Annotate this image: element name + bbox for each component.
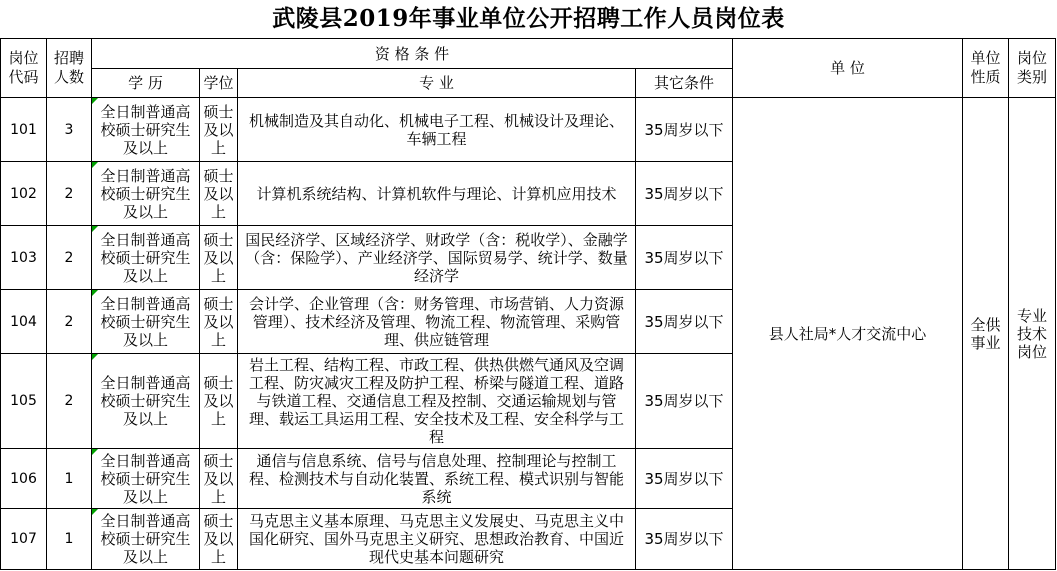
cell-other: 35周岁以下: [636, 290, 733, 354]
comment-marker-icon: [92, 226, 98, 232]
cell-major: 马克思主义基本原理、马克思主义发展史、马克思主义中国化研究、国外马克思主义研究、思想政治教育、中国近现代史基本问题研究: [238, 509, 636, 570]
cell-education: 全日制普通高校硕士研究生及以上: [92, 98, 200, 162]
cell-major: 机械制造及其自动化、机械电子工程、机械设计及理论、车辆工程: [238, 98, 636, 162]
cell-degree: 硕士及以上: [200, 162, 238, 226]
cell-major: 国民经济学、区域经济学、财政学（含：税收学）、金融学（含：保险学）、产业经济学、国际贸易学、统计学、数量经济学: [238, 226, 636, 290]
page-title: 武陵县2019年事业单位公开招聘工作人员岗位表: [272, 5, 785, 32]
cell-count: 2: [47, 354, 92, 449]
cell-degree: 硕士及以上: [200, 226, 238, 290]
cell-other: 35周岁以下: [636, 162, 733, 226]
header-qualifications: 资 格 条 件: [92, 39, 733, 69]
cell-code: 102: [1, 162, 47, 226]
cell-education: 全日制普通高校硕士研究生及以上: [92, 509, 200, 570]
cell-other: 35周岁以下: [636, 449, 733, 509]
header-education: 学 历: [92, 69, 200, 98]
comment-marker-icon: [92, 290, 98, 296]
cell-count: 2: [47, 290, 92, 354]
cell-other: 35周岁以下: [636, 509, 733, 570]
cell-code: 101: [1, 98, 47, 162]
cell-degree: 硕士及以上: [200, 449, 238, 509]
comment-marker-icon: [92, 449, 98, 455]
cell-code: 106: [1, 449, 47, 509]
cell-code: 103: [1, 226, 47, 290]
cell-count: 1: [47, 449, 92, 509]
header-unit: 单 位: [733, 39, 963, 98]
cell-other: 35周岁以下: [636, 98, 733, 162]
cell-major: 会计学、企业管理（含：财务管理、市场营销、人力资源管理）、技术经济及管理、物流工程、物流管理、采购管理、供应链管理: [238, 290, 636, 354]
cell-major: 通信与信息系统、信号与信息处理、控制理论与控制工程、检测技术与自动化装置、系统工程、模式识别与智能系统: [238, 449, 636, 509]
table-row: [1, 98, 1056, 162]
cell-count: 2: [47, 226, 92, 290]
cell-count: 1: [47, 509, 92, 570]
comment-marker-icon: [92, 162, 98, 168]
cell-nature: 全供事业: [963, 98, 1009, 570]
cell-count: 2: [47, 162, 92, 226]
cell-major: 计算机系统结构、计算机软件与理论、计算机应用技术: [238, 162, 636, 226]
header-category: 岗位类别: [1009, 39, 1056, 98]
cell-unit: 县人社局*人才交流中心: [733, 98, 963, 570]
header-code: 岗位代码: [1, 39, 47, 98]
cell-code: 104: [1, 290, 47, 354]
cell-code: 105: [1, 354, 47, 449]
header-major: 专 业: [238, 69, 636, 98]
cell-education: 全日制普通高校硕士研究生及以上: [92, 162, 200, 226]
comment-marker-icon: [92, 354, 98, 360]
header-degree: 学位: [200, 69, 238, 98]
comment-marker-icon: [92, 98, 98, 104]
comment-marker-icon: [92, 509, 98, 515]
cell-category: 专业技术岗位: [1009, 98, 1056, 570]
cell-code: 107: [1, 509, 47, 570]
header-other: 其它条件: [636, 69, 733, 98]
cell-major: 岩土工程、结构工程、市政工程、供热供燃气通风及空调工程、防灾减灾工程及防护工程、桥梁与隧道工程、道路与铁道工程、交通信息工程及控制、交通运输规划与管理、载运工具运用工程、安全技术及工程、安全科学与工程: [238, 354, 636, 449]
cell-degree: 硕士及以上: [200, 98, 238, 162]
cell-degree: 硕士及以上: [200, 509, 238, 570]
cell-degree: 硕士及以上: [200, 354, 238, 449]
header-count: 招聘人数: [47, 39, 92, 98]
cell-other: 35周岁以下: [636, 226, 733, 290]
cell-other: 35周岁以下: [636, 354, 733, 449]
positions-table: [0, 38, 1056, 570]
cell-count: 3: [47, 98, 92, 162]
cell-degree: 硕士及以上: [200, 290, 238, 354]
cell-education: 全日制普通高校硕士研究生及以上: [92, 449, 200, 509]
header-nature: 单位性质: [963, 39, 1009, 98]
cell-education: 全日制普通高校硕士研究生及以上: [92, 290, 200, 354]
cell-education: 全日制普通高校硕士研究生及以上: [92, 226, 200, 290]
cell-education: 全日制普通高校硕士研究生及以上: [92, 354, 200, 449]
